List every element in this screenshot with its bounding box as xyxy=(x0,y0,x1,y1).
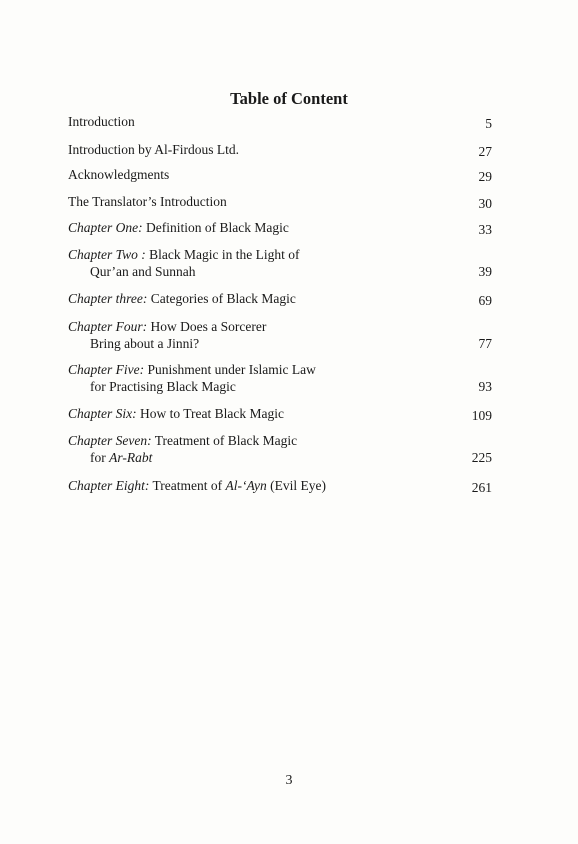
toc-title-italic: Al-‘Ayn xyxy=(225,478,267,493)
toc-entry-chapter-six xyxy=(68,405,492,422)
toc-entry-label xyxy=(68,318,492,335)
toc-entry-page: 261 xyxy=(471,480,492,495)
toc-chapter-label: Chapter Seven: xyxy=(68,433,152,448)
toc-entry-page: 29 xyxy=(478,169,492,184)
toc-entry-label xyxy=(68,361,492,378)
toc-entry-label xyxy=(68,219,492,236)
toc-entry-chapter-seven xyxy=(68,432,492,466)
toc-chapter-label: Chapter Two : xyxy=(68,247,146,262)
toc-entry-label: Introduction by Al-Firdous Ltd. xyxy=(68,142,239,157)
toc-chapter-title-line2: Qur’an and Sunnah xyxy=(90,264,196,279)
toc-chapter-title: Treatment of Black Magic xyxy=(151,433,298,448)
toc-chapter-title: Black Magic in the Light of xyxy=(145,247,300,262)
toc-chapter-label: Chapter Five: xyxy=(68,362,145,377)
toc-entry-label xyxy=(68,432,492,449)
toc-entry-label: Introduction xyxy=(68,114,135,129)
toc-title-text: for xyxy=(90,450,110,465)
toc-entry-label: The Translator’s Introduction xyxy=(68,194,227,209)
toc-chapter-title: How Does a Sorcerer xyxy=(147,319,267,334)
toc-entry-label xyxy=(68,290,492,307)
toc-entry-chapter-five xyxy=(68,361,492,395)
page-title: Table of Content xyxy=(230,89,348,108)
toc-title-text: Treatment of xyxy=(149,478,226,493)
toc-entry-chapter-one xyxy=(68,219,492,236)
toc-entry-chapter-eight xyxy=(68,477,492,494)
toc-entry-chapter-four xyxy=(68,318,492,352)
toc-entry-page: 39 xyxy=(478,264,492,279)
toc-entry-page: 93 xyxy=(478,379,492,394)
page-number: 3 xyxy=(285,773,293,788)
toc-chapter-title-line2: for Practising Black Magic xyxy=(90,379,236,394)
toc-chapter-label: Chapter One: xyxy=(68,220,143,235)
toc-entry-introduction-al-firdous xyxy=(68,141,492,158)
toc-entry-acknowledgments xyxy=(68,166,492,183)
toc-chapter-title-line2 xyxy=(68,449,492,466)
toc-entry-page: 77 xyxy=(478,336,492,351)
toc-entry-page: 109 xyxy=(471,408,492,423)
toc-entry-page: 225 xyxy=(471,450,492,465)
toc-chapter-title-line2: Bring about a Jinni? xyxy=(90,336,200,351)
toc-entry-introduction xyxy=(68,113,492,130)
toc-entry-page: 5 xyxy=(485,116,492,131)
toc-entry-page: 69 xyxy=(478,293,492,308)
toc-title-italic: Ar-Rabt xyxy=(109,450,153,465)
toc-entry-page: 33 xyxy=(478,222,492,237)
toc-entry-chapter-two xyxy=(68,246,492,280)
toc-entry-page: 30 xyxy=(478,196,492,211)
toc-chapter-label: Chapter Four: xyxy=(68,319,148,334)
toc-entry-chapter-three xyxy=(68,290,492,307)
toc-entry-page: 27 xyxy=(478,144,492,159)
toc-chapter-title: Categories of Black Magic xyxy=(147,291,296,306)
toc-chapter-title: How to Treat Black Magic xyxy=(136,406,284,421)
toc-chapter-label: Chapter three: xyxy=(68,291,148,306)
toc-entry-label: Acknowledgments xyxy=(68,167,170,182)
toc-entry-label xyxy=(68,405,492,422)
toc-entry-translators-introduction xyxy=(68,193,492,210)
toc-entry-label xyxy=(68,477,492,494)
toc-chapter-label: Chapter Six: xyxy=(68,406,137,421)
toc-chapter-title: Punishment under Islamic Law xyxy=(144,362,316,377)
toc-chapter-title: Definition of Black Magic xyxy=(142,220,289,235)
toc-chapter-label: Chapter Eight: xyxy=(68,478,150,493)
toc-entry-label xyxy=(68,246,492,263)
toc-title-text-end: (Evil Eye) xyxy=(266,478,326,493)
